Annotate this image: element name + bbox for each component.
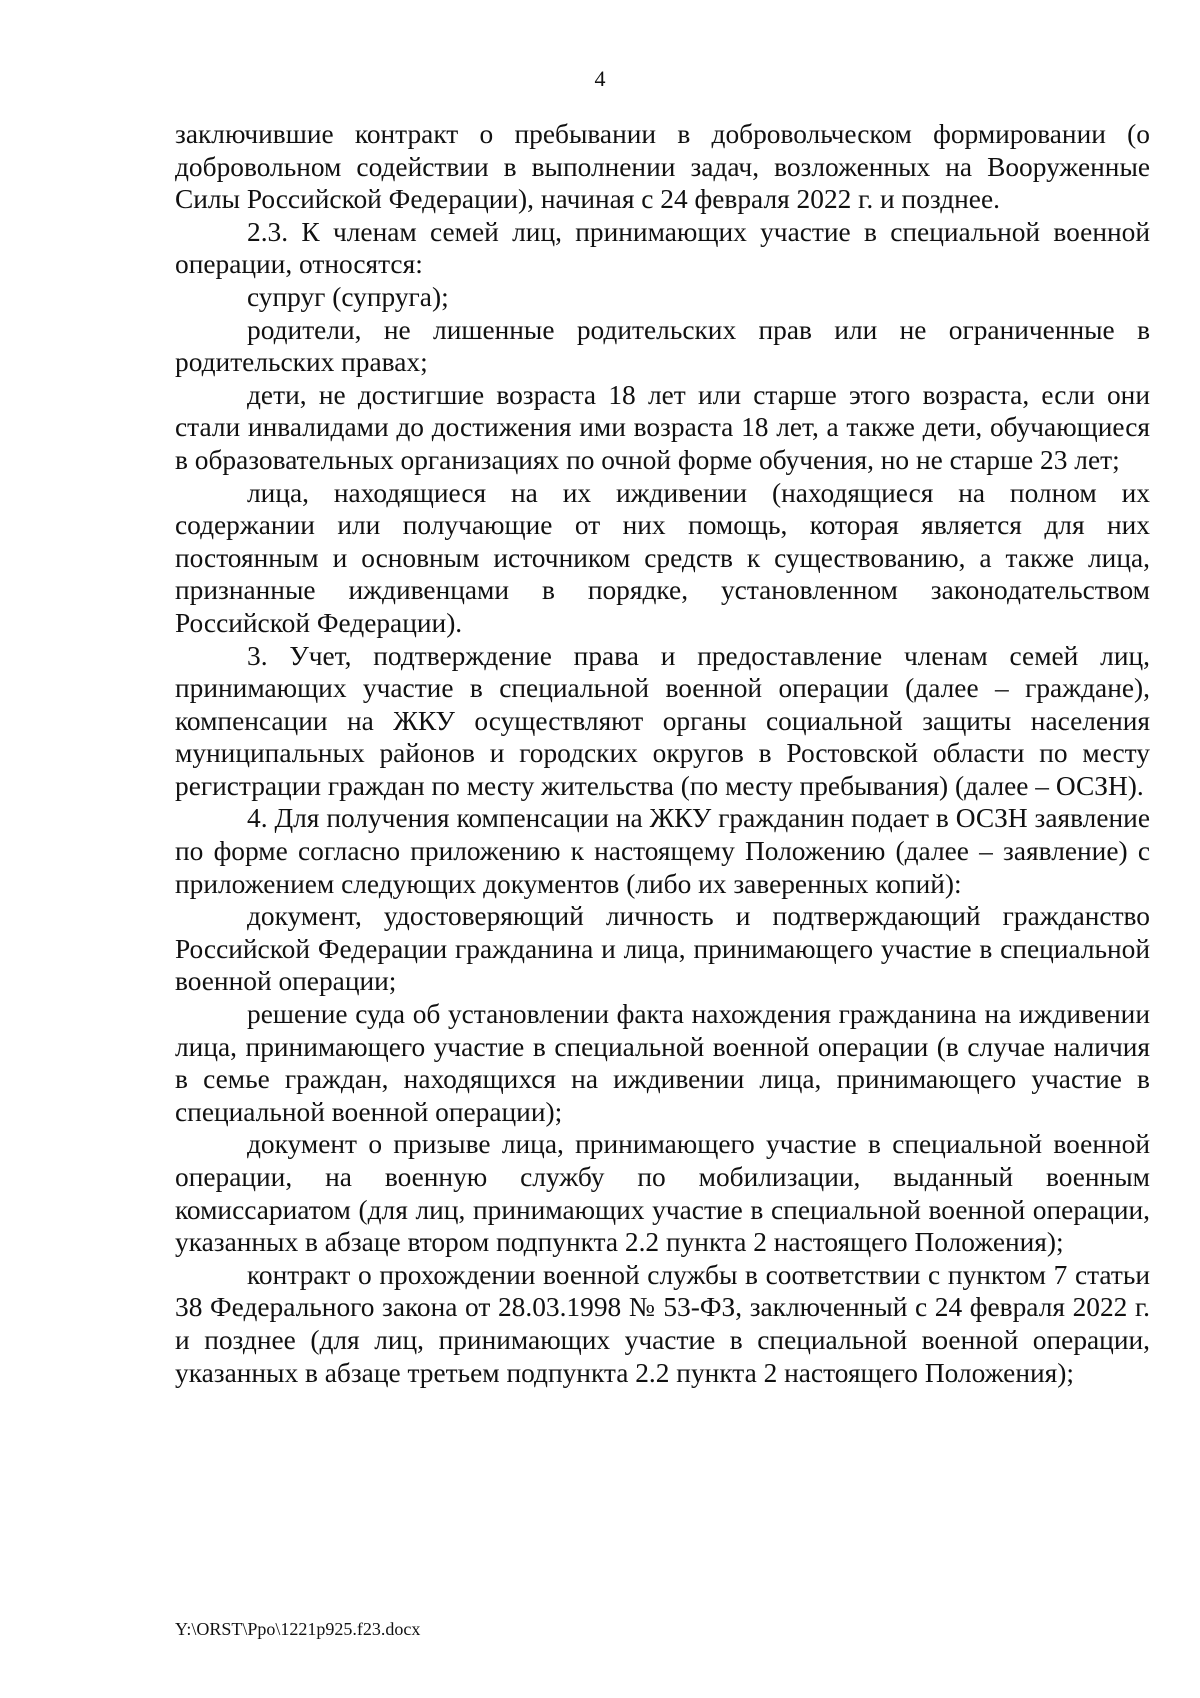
- paragraph-children: дети, не достигшие возраста 18 лет или старше этого возраста, если они стали инвалидами до достижения ими возраста 18 лет, а также дети, обучающиеся в образовательных организациях по очной форме обучения, но не старше 23 лет;: [175, 379, 1150, 475]
- paragraph-spouse: супруг (супруга);: [247, 281, 449, 312]
- document-body: [175, 118, 1150, 1389]
- paragraph-service-contract: контракт о прохождении военной службы в соответствии с пунктом 7 статьи 38 Федерального закона от 28.03.1998 № 53-ФЗ, заключенный с 24 февраля 2022 г. и позднее (для лиц, принимающих участие в специальной военной операции, указанных в абзаце третьем подпункта 2.2 пункта 2 настоящего Положения);: [175, 1259, 1150, 1388]
- paragraph-identity-document: документ, удостоверяющий личность и подтверждающий гражданство Российской Федерации гражданина и лица, принимающего участие в специальной военной операции;: [175, 901, 1150, 997]
- paragraph-dependents: лица, находящиеся на их иждивении (находящиеся на полном их содержании или получающие от них помощь, которая является для них постоянным и основным источником средств к существованию, а также лица, признанные иждивенцами в порядке, установленном законодательством Российской Федерации).: [175, 477, 1150, 638]
- footer-file-path: Y:\ORST\Ppo\1221p925.f23.docx: [175, 1619, 421, 1639]
- paragraph-2-3-heading: 2.3. К членам семей лиц, принимающих участие в специальной военной операции, относятся:: [175, 216, 1150, 280]
- paragraph-court-decision: решение суда об установлении факта нахождения гражданина на иждивении лица, принимающего участие в специальной военной операции (в случае наличия в семье граждан, находящихся на иждивении лица, принимающего участие в специальной военной операции);: [175, 999, 1150, 1127]
- paragraph-continuation: заключившие контракт о пребывании в добровольческом формировании (о добровольном содействии в выполнении задач, возложенных на Вооруженные Силы Российской Федерации), начиная с 24 февраля 2022 г. и позднее.: [175, 119, 1150, 215]
- paragraph-parents: родители, не лишенные родительских прав или не ограниченные в родительских правах;: [175, 314, 1150, 378]
- page-number: 4: [594, 66, 606, 91]
- paragraph-mobilization-document: документ о призыве лица, принимающего участие в специальной военной операции, на военную службу по мобилизации, выданный военным комиссариатом (для лиц, принимающих участие в специальной военной операции, указанных в абзаце втором подпункта 2.2 пункта 2 настоящего Положения);: [175, 1129, 1150, 1258]
- paragraph-3-accounting: 3. Учет, подтверждение права и предоставление членам семей лиц, принимающих участие в специальной военной операции (далее – граждане), компенсации на ЖКУ осуществляют органы социальной защиты населения муниципальных районов и городских округов в Ростовской области по месту регистрации граждан по месту жительства (по месту пребывания) (далее – ОСЗН).: [175, 640, 1150, 801]
- paragraph-4-application: 4. Для получения компенсации на ЖКУ гражданин подает в ОСЗН заявление по форме согласно приложению к настоящему Положению (далее – заявление) с приложением следующих документов (либо их заверенных копий):: [175, 803, 1150, 899]
